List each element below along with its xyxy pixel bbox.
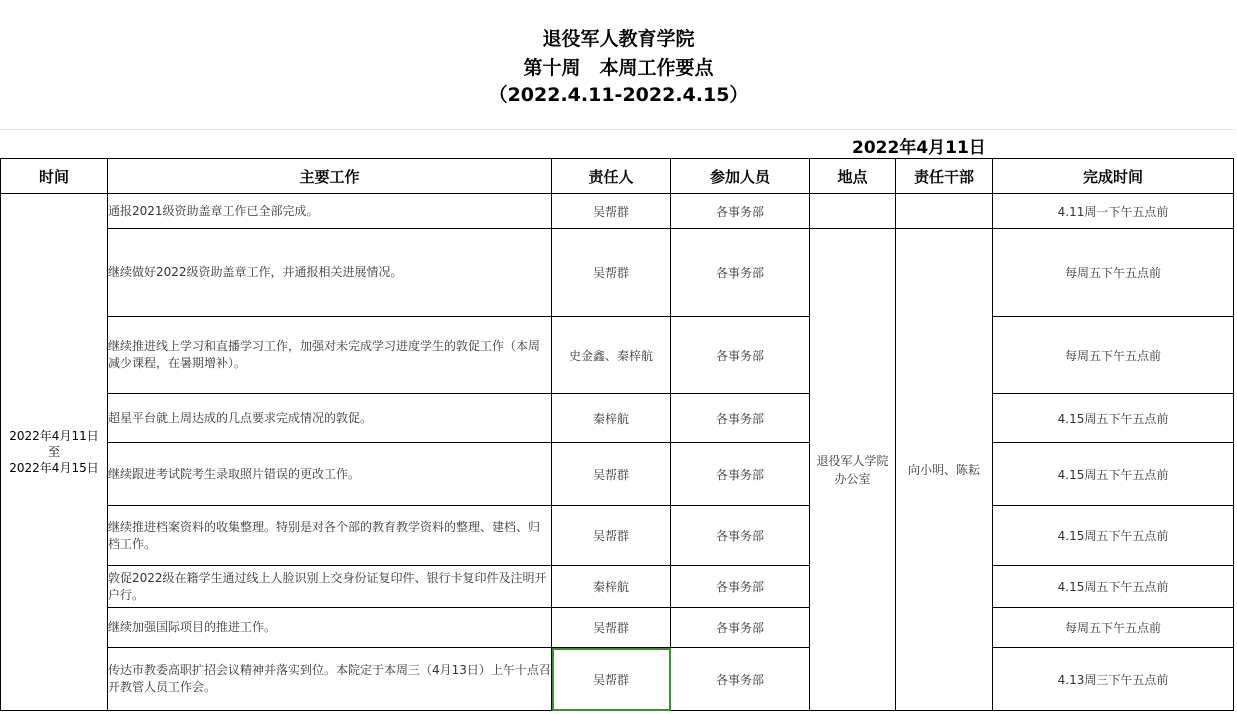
date-label: 2022年4月11日	[852, 138, 986, 158]
due-cell[interactable]: 4.15周五下午五点前	[993, 566, 1234, 608]
owner-cell[interactable]: 吴帮群	[552, 229, 671, 317]
owner-cell[interactable]: 吴帮群	[552, 506, 671, 566]
due-cell[interactable]: 每周五下午五点前	[993, 229, 1234, 317]
table-row	[1, 608, 1234, 648]
work-cell[interactable]: 传达市教委高职扩招会议精神并落实到位。本院定于本周三（4月13日）上午十点召开教管人员工作会。	[108, 648, 552, 711]
time-start: 2022年4月11日	[9, 429, 99, 443]
title-line-3: （2022.4.11-2022.4.15）	[488, 84, 749, 106]
col-header-participants[interactable]: 参加人员	[671, 159, 810, 194]
participants-cell[interactable]: 各事务部	[671, 506, 810, 566]
due-cell[interactable]: 每周五下午五点前	[993, 608, 1234, 648]
work-cell[interactable]: 超星平台就上周达成的几点要求完成情况的敦促。	[108, 394, 552, 443]
cadre-cell-empty[interactable]	[896, 194, 993, 229]
participants-cell[interactable]: 各事务部	[671, 608, 810, 648]
table-row	[1, 566, 1234, 608]
participants-cell[interactable]: 各事务部	[671, 648, 810, 711]
col-header-time[interactable]: 时间	[1, 159, 108, 194]
due-cell[interactable]: 4.15周五下午五点前	[993, 443, 1234, 506]
owner-cell[interactable]: 秦梓航	[552, 394, 671, 443]
schedule-table	[0, 158, 1234, 711]
title-line-1: 退役军人教育学院	[542, 28, 695, 50]
owner-cell[interactable]: 吴帮群	[552, 194, 671, 229]
col-header-owner[interactable]: 责任人	[552, 159, 671, 194]
table-row	[1, 506, 1234, 566]
table-row	[1, 648, 1234, 711]
participants-cell[interactable]: 各事务部	[671, 194, 810, 229]
time-sep: 至	[47, 445, 60, 459]
col-header-due[interactable]: 完成时间	[993, 159, 1234, 194]
due-cell[interactable]: 4.15周五下午五点前	[993, 506, 1234, 566]
participants-cell[interactable]: 各事务部	[671, 317, 810, 394]
header-divider	[0, 129, 1235, 130]
time-end: 2022年4月15日	[9, 461, 99, 475]
table-row	[1, 317, 1234, 394]
owner-cell[interactable]: 吴帮群	[552, 443, 671, 506]
col-header-work[interactable]: 主要工作	[108, 159, 552, 194]
due-cell[interactable]: 4.11周一下午五点前	[993, 194, 1234, 229]
header-row	[1, 159, 1234, 194]
participants-cell[interactable]: 各事务部	[671, 394, 810, 443]
due-cell[interactable]: 每周五下午五点前	[993, 317, 1234, 394]
owner-cell[interactable]: 秦梓航	[552, 566, 671, 608]
participants-cell[interactable]: 各事务部	[671, 229, 810, 317]
owner-cell-selected[interactable]: 吴帮群	[552, 648, 671, 711]
work-cell[interactable]: 敦促2022级在籍学生通过线上人脸识别上交身份证复印件、银行卡复印件及注明开户行。	[108, 566, 552, 608]
due-cell[interactable]: 4.13周三下午五点前	[993, 648, 1234, 711]
work-cell[interactable]: 继续做好2022级资助盖章工作，并通报相关进展情况。	[108, 229, 552, 317]
table-row	[1, 394, 1234, 443]
table-row	[1, 443, 1234, 506]
work-cell[interactable]: 继续加强国际项目的推进工作。	[108, 608, 552, 648]
cadre-cell[interactable]: 向小明、陈耘	[896, 229, 993, 711]
work-cell[interactable]: 通报2021级资助盖章工作已全部完成。	[108, 194, 552, 229]
time-range-cell[interactable]	[1, 194, 108, 711]
due-cell[interactable]: 4.15周五下午五点前	[993, 394, 1234, 443]
col-header-cadre[interactable]: 责任干部	[896, 159, 993, 194]
location-cell-empty[interactable]	[810, 194, 896, 229]
work-cell[interactable]: 继续跟进考试院考生录取照片错误的更改工作。	[108, 443, 552, 506]
table-row	[1, 194, 1234, 229]
owner-cell[interactable]: 史金鑫、秦梓航	[552, 317, 671, 394]
participants-cell[interactable]: 各事务部	[671, 566, 810, 608]
table-row	[1, 229, 1234, 317]
owner-cell[interactable]: 吴帮群	[552, 608, 671, 648]
work-cell[interactable]: 继续推进线上学习和直播学习工作，加强对未完成学习进度学生的敦促工作（本周减少课程，在暑期增补）。	[108, 317, 552, 394]
title-line-2: 第十周 本周工作要点	[523, 57, 714, 79]
participants-cell[interactable]: 各事务部	[671, 443, 810, 506]
location-cell[interactable]: 退役军人学院办公室	[810, 229, 896, 711]
work-cell[interactable]: 继续推进档案资料的收集整理。特别是对各个部的教育教学资料的整理、建档、归档工作。	[108, 506, 552, 566]
col-header-location[interactable]: 地点	[810, 159, 896, 194]
